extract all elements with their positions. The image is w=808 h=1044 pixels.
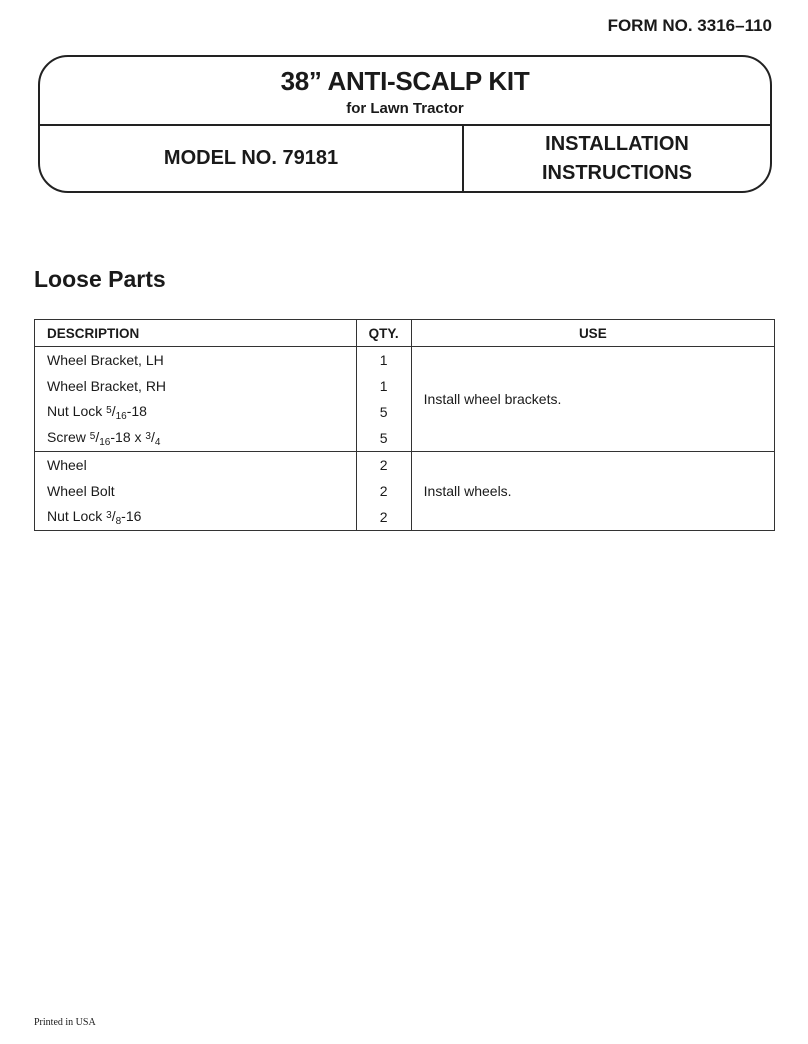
part-qty: 1	[356, 373, 411, 399]
part-qty: 2	[356, 504, 411, 531]
instructions-line-1: INSTALLATION	[545, 132, 689, 155]
part-use: Install wheel brackets.	[411, 347, 774, 452]
part-description: Wheel Bracket, RH	[35, 373, 357, 399]
title-section	[40, 57, 770, 126]
title-block	[38, 55, 772, 193]
part-description: Wheel	[35, 452, 357, 479]
instructions-line-2: INSTRUCTIONS	[542, 161, 692, 184]
part-qty: 1	[356, 347, 411, 374]
fraction-denominator: 16	[99, 436, 111, 448]
printed-in-usa: Printed in USA	[34, 1017, 96, 1028]
fraction-numerator: 5	[106, 404, 112, 416]
table-header-row	[35, 320, 775, 347]
fraction-denominator: 8	[115, 515, 122, 527]
fraction: $^5/_{16}$	[106, 402, 127, 422]
column-header-qty: QTY.	[356, 320, 411, 347]
part-qty: 5	[356, 399, 411, 425]
part-qty: 2	[356, 452, 411, 479]
model-number: MODEL NO. 79181	[40, 126, 464, 191]
part-description: Wheel Bracket, LH	[35, 347, 357, 374]
part-use: Install wheels.	[411, 452, 774, 531]
fraction: $^3/_4$	[145, 428, 161, 448]
fraction-denominator: 16	[115, 410, 127, 422]
column-header-description: DESCRIPTION	[35, 320, 357, 347]
desc-text: -18	[126, 402, 147, 419]
instructions-label	[464, 126, 770, 191]
fraction-numerator: 5	[89, 430, 96, 442]
table-row	[35, 452, 775, 479]
desc-text: Screw	[47, 428, 90, 445]
document-subtitle: for Lawn Tractor	[346, 100, 464, 117]
fraction-numerator: 3	[106, 509, 112, 521]
fraction-denominator: 4	[154, 436, 161, 448]
desc-text: Nut Lock	[47, 402, 107, 419]
fraction-numerator: 3	[145, 430, 151, 442]
loose-parts-table	[34, 319, 775, 531]
part-description: Wheel Bolt	[35, 478, 357, 504]
section-title: Loose Parts	[34, 266, 166, 292]
document-title: 38” ANTI-SCALP KIT	[280, 66, 530, 96]
part-qty: 2	[356, 478, 411, 504]
part-qty: 5	[356, 425, 411, 452]
part-description	[35, 399, 357, 425]
fraction: $^5/_{16}$	[89, 428, 111, 448]
desc-text: Nut Lock	[47, 507, 107, 524]
desc-text: -16	[121, 507, 142, 524]
form-number: FORM NO. 3316–110	[607, 16, 772, 35]
fraction: $^3/_8$	[106, 507, 122, 527]
table-row	[35, 347, 775, 374]
part-description	[35, 504, 357, 531]
column-header-use: USE	[411, 320, 774, 347]
desc-text: -18 x	[110, 428, 146, 445]
part-description	[35, 425, 357, 452]
